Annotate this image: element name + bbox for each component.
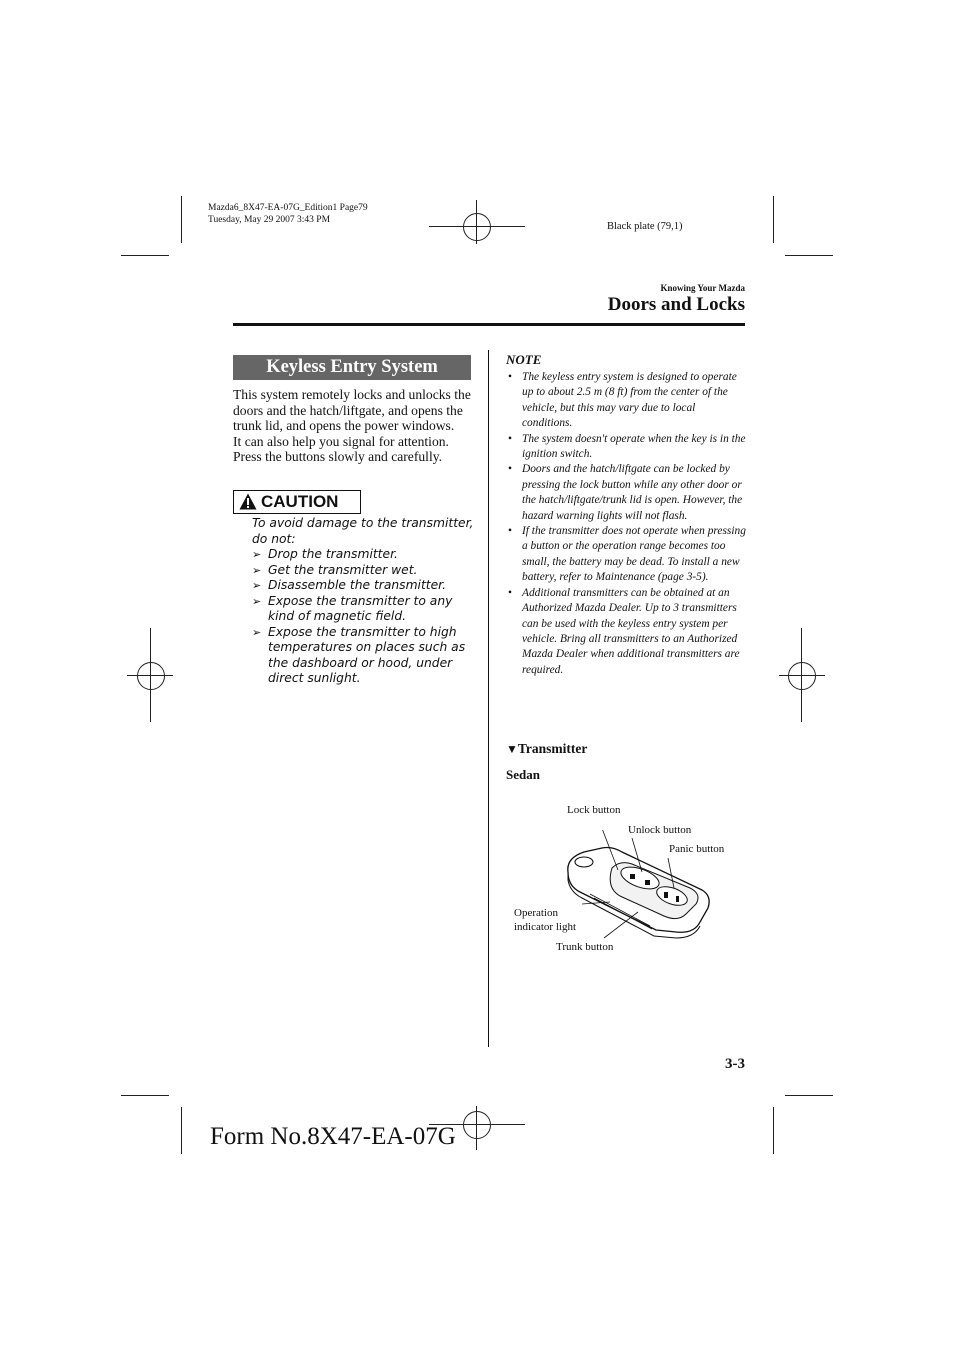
column-divider <box>488 350 489 1047</box>
plate-info: Black plate (79,1) <box>607 221 683 232</box>
sedan-label: Sedan <box>506 767 540 782</box>
note-item: • Additional transmitters can be obtained at an Authorized Mazda Dealer. Up to 3 transmitters can be used with the keyless entry system per vehicle. Bring all transmitters to an Authorized Mazda Dealer when additional transmitters are required. <box>508 586 740 676</box>
note-item: • The keyless entry system is designed to operate up to about 2.5 m (8 ft) from the center of the vehicle, but this may vary due to local conditions. <box>508 371 737 430</box>
lock-button-label: Lock button <box>567 804 621 816</box>
page-number: 3-3 <box>725 1056 745 1072</box>
keyless-entry-heading: Keyless Entry System <box>233 355 471 380</box>
warning-triangle-icon <box>239 493 257 510</box>
caution-list <box>252 547 474 687</box>
caution-label: CAUTION <box>261 492 339 511</box>
print-header-date: Tuesday, May 29 2007 3:43 PM <box>208 215 331 225</box>
note-list <box>506 370 746 678</box>
caution-item: ➢ Get the transmitter wet. <box>252 562 418 577</box>
note-title: NOTE <box>506 352 542 367</box>
note-item: • If the transmitter does not operate when pressing a button or the operation range becomes too small, the battery may be dead. To install a new battery, refer to Maintenance (page 3-5). <box>508 525 746 584</box>
intro-paragraph: It can also help you signal for attention. Press the buttons slowly and carefully. <box>233 433 449 464</box>
section-title: Doors and Locks <box>607 294 745 315</box>
panic-button-label: Panic button <box>669 843 725 855</box>
caution-label-box <box>233 490 361 514</box>
print-header <box>208 202 368 226</box>
note-item: • Doors and the hatch/liftgate can be locked by pressing the lock button while any other door or the hatch/liftgate/trunk lid is open. However, the hazard warning lights will not flash. <box>508 463 743 522</box>
indicator-light-label: Operation indicator light <box>514 907 577 933</box>
unlock-button-label: Unlock button <box>628 824 692 836</box>
intro-paragraph: This system remotely locks and unlocks the doors and the hatch/liftgate, and opens the trunk lid, and opens the power windows. <box>233 387 471 433</box>
triangle-down-icon: ▼ <box>506 742 518 756</box>
note-item: • The system doesn't operate when the key is in the ignition switch. <box>508 432 746 461</box>
print-header-file: Mazda6_8X47-EA-07G_Edition1 Page79 <box>208 203 368 213</box>
caution-item: ➢ Expose the transmitter to high temperatures on places such as the dashboard or hood, under direct sunlight. <box>252 624 466 685</box>
transmitter-heading: ▼Transmitter <box>506 741 588 756</box>
caution-item: ➢ Expose the transmitter to any kind of magnetic field. <box>252 593 453 623</box>
intro-text <box>233 387 478 465</box>
arrow-bullet-icon: ➢ <box>252 594 262 608</box>
caution-lead: To avoid damage to the transmitter, do not: <box>252 516 474 546</box>
caution-item: ➢ Drop the transmitter. <box>252 547 398 561</box>
caution-text <box>252 516 474 687</box>
arrow-bullet-icon: ➢ <box>252 548 262 561</box>
arrow-bullet-icon: ➢ <box>252 625 262 639</box>
form-number: Form No.8X47-EA-07G <box>210 1123 456 1150</box>
header-rule <box>233 323 745 326</box>
arrow-bullet-icon: ➢ <box>252 579 262 592</box>
arrow-bullet-icon: ➢ <box>252 563 262 577</box>
trunk-button-label: Trunk button <box>556 941 614 953</box>
section-subtitle: Knowing Your Mazda <box>660 283 745 293</box>
caution-item: ➢ Disassemble the transmitter. <box>252 578 447 592</box>
